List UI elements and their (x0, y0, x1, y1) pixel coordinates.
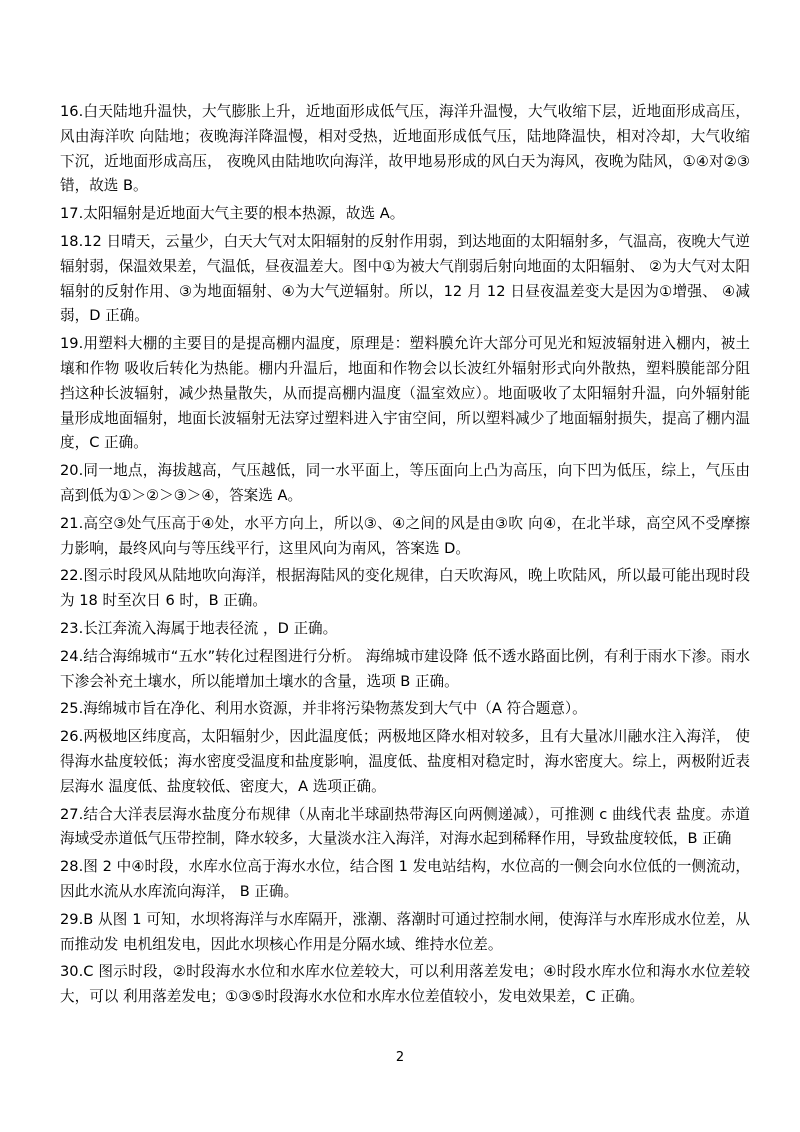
answer-24: 24.结合海绵城市“五水”转化过程图进行分析。 海绵城市建设降 低不透水路面比例，有利于雨水下渗。雨水下渗会补充土壤水，所以能增加土壤水的含量，选项 B 正确。 (60, 647, 750, 690)
page-number: 2 (395, 1050, 405, 1065)
answer-28: 28.图 2 中④时段，水库水位高于海水水位，结合图 1 发电站结构，水位高的一侧会向水位低的一侧流动，因此水流从水库流向海洋， B 正确。 (60, 858, 750, 900)
answer-23: 23.长江奔流入海属于地表径流 ，D 正确。 (60, 619, 338, 637)
answer-29: 29.B 从图 1 可知，水坝将海洋与水库隔开，涨潮、落潮时可通过控制水闸，使海洋与水库形成水位差，从而推动发 电机组发电，因此水坝核心作用是分隔水域、维持水位差。 (60, 910, 750, 953)
answer-20: 20.同一地点，海拔越高，气压越低，同一水平面上，等压面向上凸为高压，向下凹为低压，综上，气压由高到低为①＞②＞③＞④，答案选 A。 (60, 462, 750, 504)
answer-27: 27.结合大洋表层海水盐度分布规律（从南北半球副热带海区向两侧递减），可推测 c 曲线代表 盐度。赤道海域受赤道低气压带控制，降水较多，大量淡水注入海洋，对海水起到稀释作用，导致盐度较低，B 正确 (60, 805, 750, 848)
answer-26: 26.两极地区纬度高，太阳辐射少，因此温度低；两极地区降水相对较多，且有大量冰川融水注入海洋， 使得海水盐度较低；海水密度受温度和盐度影响，温度低、盐度相对稳定时，海水密度大。综上，两极附近表层海水 温度低、盐度较低、密度大，A 选项正确。 (60, 728, 750, 795)
answer-18: 18.12 日晴天，云量少，白天大气对太阳辐射的反射作用弱，到达地面的太阳辐射多，气温高，夜晚大气逆辐射弱，保温效果差，气温低，昼夜温差大。图中①为被大气削弱后射向地面的太阳辐射、 ②为大气对太阳辐射的反射作用、③为地面辐射、④为大气逆辐射。所以，12 月 12 日昼夜温差变大是因为①增强、 ④减弱，D 正确。 (60, 232, 750, 325)
answer-list (60, 100, 750, 1013)
answer-30: 30.C 图示时段，②时段海水水位和水库水位差较大，可以利用落差发电；④时段水库水位和海水水位差较大，可以 利用落差发电；①③⑤时段海水水位和水库水位差值较小，发电效果差，C 正确。 (60, 963, 750, 1006)
answer-22: 22.图示时段风从陆地吹向海洋，根据海陆风的变化规律，白天吹海风，晚上吹陆风，所以最可能出现时段为 18 时至次日 6 时，B 正确。 (60, 567, 750, 610)
answer-25: 25.海绵城市旨在净化、利用水资源，并非将污染物蒸发到大气中（A 符合题意）。 (60, 700, 587, 718)
answer-16: 16.白天陆地升温快，大气膨胀上升，近地面形成低气压，海洋升温慢，大气收缩下层，近地面形成高压，风由海洋吹 向陆地；夜晚海洋降温慢，相对受热，近地面形成低气压，陆地降温快，相对冷却，大气收缩下沉，近地面形成高压， 夜晚风由陆地吹向海洋，故甲地易形成的风白天为海风，夜晚为陆风，①④对②③错，故选 B。 (60, 103, 750, 195)
answer-21: 21.高空③处气压高于④处，水平方向上，所以③、④之间的风是由③吹 向④，在北半球，高空风不受摩擦力影响，最终风向与等压线平行，这里风向为南风，答案选 D。 (60, 514, 750, 557)
answer-19: 19.用塑料大棚的主要目的是提高棚内温度，原理是：塑料膜允许大部分可见光和短波辐射进入棚内，被土壤和作物 吸收后转化为热能。棚内升温后，地面和作物会以长波红外辐射形式向外散热，塑料膜能部分阻挡这种长波辐射，减少热量散失，从而提高棚内温度（温室效应）。地面吸收了太阳辐射升温，向外辐射能量形成地面辐射，地面长波辐射无法穿过塑料进入宇宙空间，所以塑料减少了地面辐射损失，提高了棚内温度，C 正确。 (60, 335, 750, 452)
answer-17: 17.太阳辐射是近地面大气主要的根本热源，故选 A。 (60, 205, 405, 223)
